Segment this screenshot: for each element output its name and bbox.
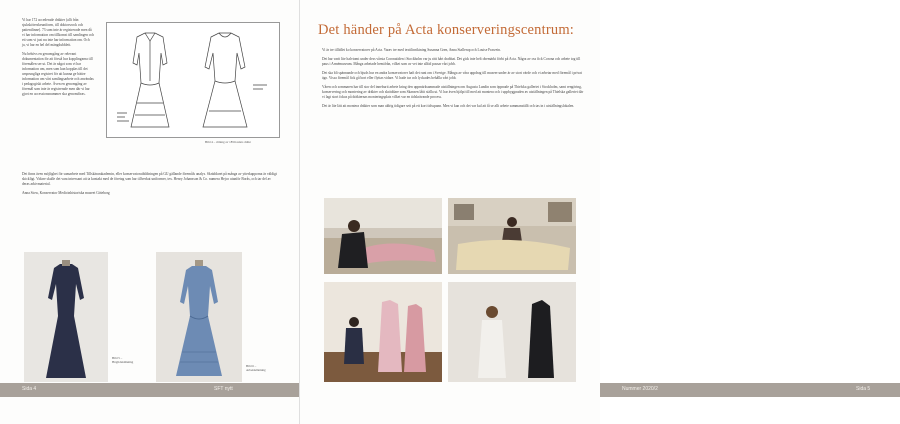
author-signature: Anna Stow, Konservator Medicinhistoriska museet Göteborg [22,191,110,195]
right-paragraph: Det har varit lite halvtomt under dess vårsta Coronatiden i Stockholm var ju rätt hårt drabbat. Det gick inte helt obemärkt förbi på Acta. Några av oss fick Corona och arbete tog till paus i Armémuseum. Många arbetade hemifrån, vilket som av vet inte alltid passar vårt jobb. [322,57,581,66]
left-page-number: Sida 4 [22,386,37,392]
photo6-caption: Bild 6 – Arbetsklänning [246,364,266,372]
workshop-scene-1 [324,198,442,274]
exhibition-mounting-photo [324,282,442,382]
right-paragraph: Våren och sommaren har till stor del inneburit arbete kring den uppmärksammade utställningen om Augusta Lundin som öppnade på Thielska galleriet i Stockholm, samt rengöring, konservering och montering av dräkter och skräddare som Skansen låtit ställa ut. Vi har även hjälpt till med att montera och i uppbyggnaden av utställningen på Thielska galleriet där vi lagt stort fokus på dräkternas monteringsplats vilket var en tidskrävande process. [322,85,584,99]
photo5-caption: Bild 5 – Högtidsklänning [112,356,134,364]
sketch-caption: Bild 4 – ritning av 1850-talets dräkt [205,140,251,144]
left-paragraph: Nu behövs en genomgång av relevant dokumentation för att förstå hur kopplingarna till föremålen ser ut. Det är något som vi har information om, men som kan kopplas till det ursprungliga registret för att kunna ge bättre information om vårt samlingsarbete och användas i pedagogiskt arbete. Även en genomgång av föremål som inte är registrerade men där vi har gjort en accessionsnummer ska genomföras. [22,52,94,96]
left-page [0,0,300,424]
conservator-workshop-photo-2 [448,198,576,274]
left-footer [0,383,300,397]
right-paragraph: Det är lite lätt att montera dräkter som man aldrig tidigare sett på ett kort tidsspann. Men vi kan och det var kul att få se allt arbete sammanställt och tas in i utställningslokalen. [322,104,575,108]
dress-sketch-image [106,22,280,138]
left-column-text [22,18,94,101]
right-article-text [322,48,584,113]
right-page [300,0,871,424]
fitting-scene [448,282,576,382]
dress-sketch-drawing [107,23,279,137]
left-paragraph: Vi har 172 accederade dräkter (allt från sjuksköterskeuniform, till doktorsrock och patientlinne). 73 som inte är registrerade men då vi har information om tillkomst till samlingen och ett som vi just nu inte har information om. Och ja, vi har en hel del mängdubblett. [22,18,94,47]
right-footer [600,383,900,397]
article-title: Det händer på Acta konserveringscentrum: [318,22,575,38]
right-paragraph: Det ska bli spännande och bjuds hur en andra konservatorer haft det runt om i Sverige. Många av våra uppdrag till museer under är av stort värde och vi arbetar med föremål i privat ägo. Vissa föremål fick gå bort eller flyttas vidare. Vi hade tur och lyckades behålla vårt jobb. [322,71,582,80]
left-wide-text [22,172,278,200]
magazine-name: SFT nytt [214,386,233,392]
workshop-scene-2 [448,198,576,274]
left-wide-paragraph: Det finns även möjlighet för samarbete med Tillskärarakademin, eller konservatorutbildningen på GU gällande föremåls analys. Skräddaret på många av ytterkapporna är väldigt skickligt. Vidare skulle det vara intressant att ta kontakt med de företag som har tillverkat uniformer, tex. Henry Johansson & Co. numera Hejco utanför Borås, och tar del av deras arkivmaterial. [22,172,277,186]
right-paragraph: Vi är tre tillidlet ko konservatorer på Acta. Varav tre med textilinriktning Susanna Gren, Anna Stallerup och Louise Frawein. [322,48,501,52]
dress-fitting-photo [448,282,576,382]
exhibition-scene [324,282,442,382]
blue-dress-figure [156,252,242,382]
issue-number: Nummer 2020/2 [622,386,658,392]
dark-dress-figure [24,252,108,382]
conservator-workshop-photo-1 [324,198,442,274]
right-page-number: Sida 5 [856,386,871,392]
blue-dress-photo [156,252,242,382]
dark-dress-photo [24,252,108,382]
